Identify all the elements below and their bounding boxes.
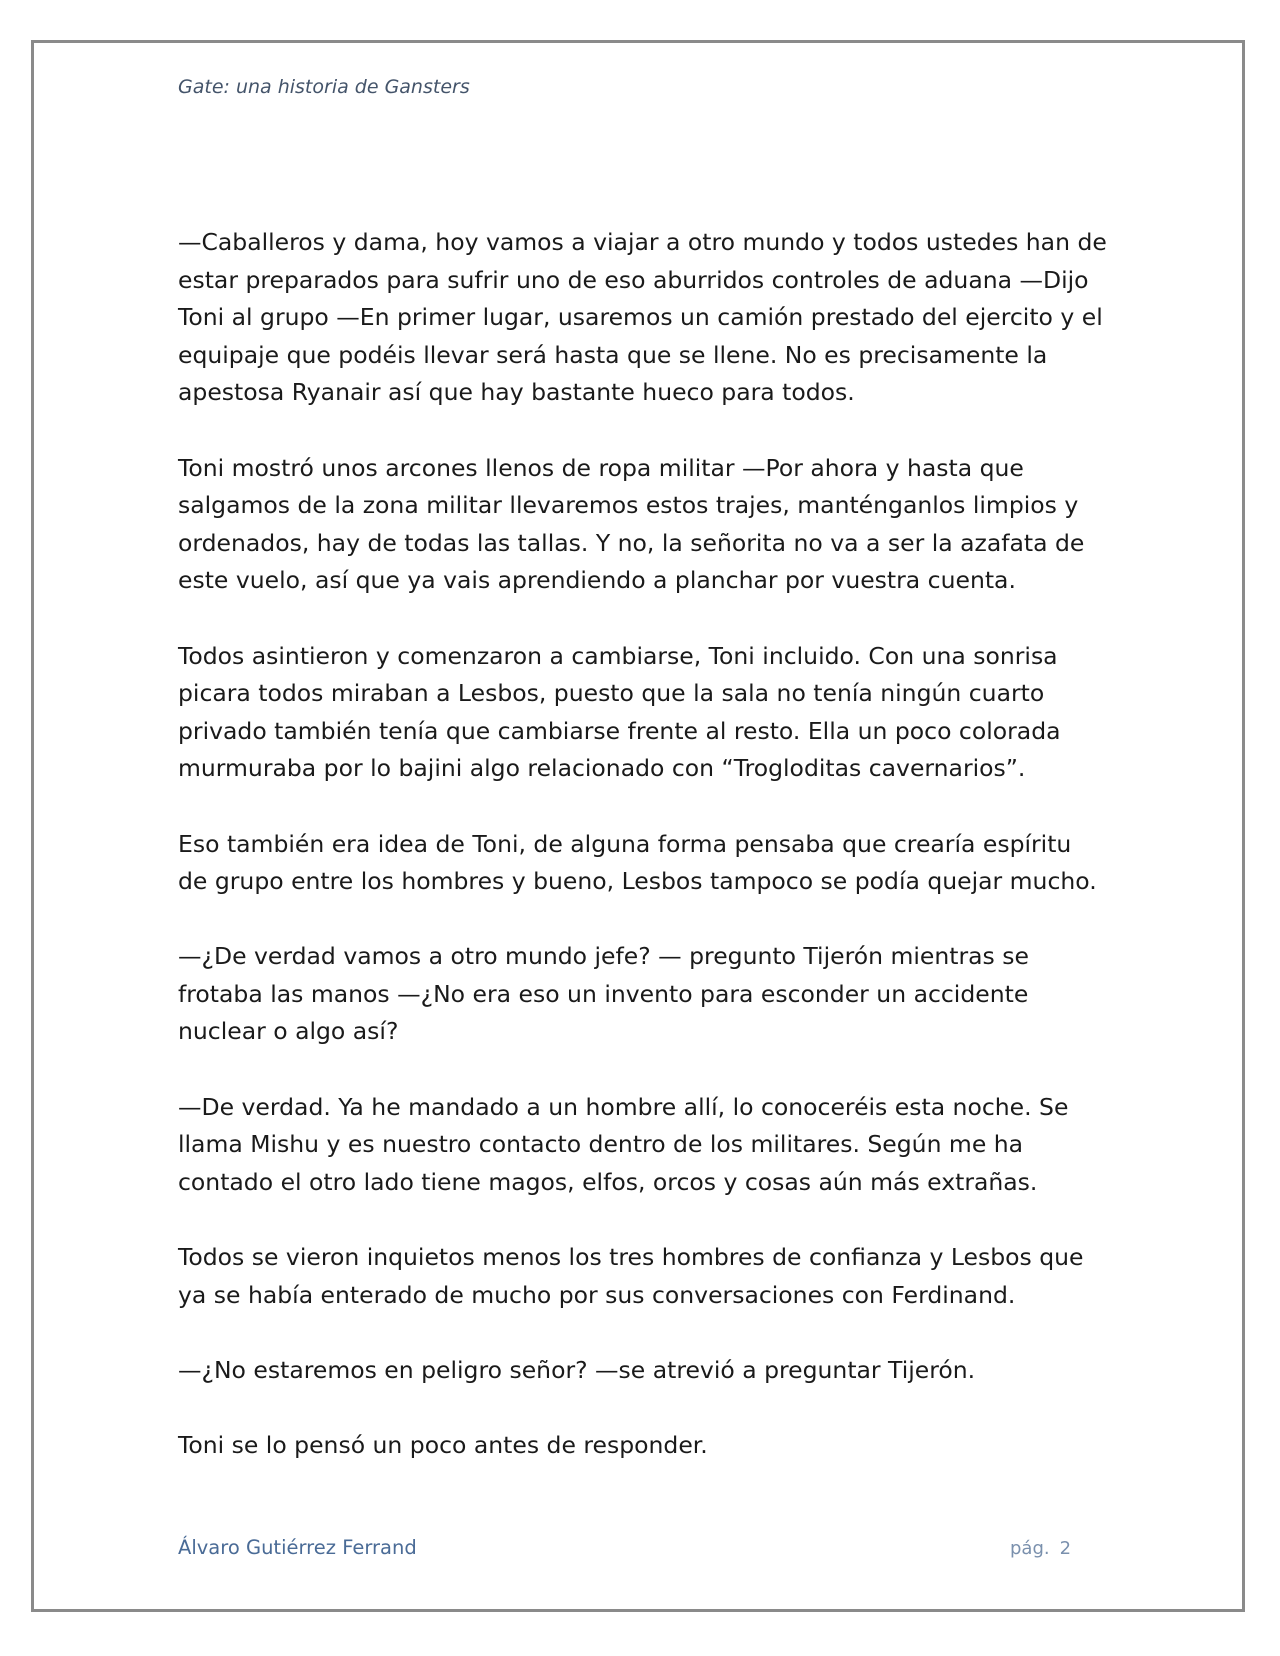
page-label: pág. — [1010, 1538, 1050, 1559]
paragraph: Todos se vieron inquietos menos los tres hombres de confianza y Lesbos que ya se había enterado de mucho por sus conversaciones con Ferdinand. — [178, 1243, 1084, 1309]
paragraph: Eso también era idea de Toni, de alguna forma pensaba que crearía espíritu de grupo entre los hombres y bueno, Lesbos tampoco se podía quejar mucho. — [178, 829, 1097, 896]
paragraph: —De verdad. Ya he mandado a un hombre allí, lo conoceréis esta noche. Se llama Mishu y es nuestro contacto dentro de los militares. Según me ha contado el otro lado tiene magos, elfos, orcos y cosas aún más extrañas. — [178, 1092, 1069, 1196]
paragraph: Toni se lo pensó un poco antes de responder. — [178, 1431, 708, 1459]
footer-page-number — [1010, 1538, 1071, 1559]
paragraph: Todos asintieron y comenzaron a cambiarse, Toni incluido. Con una sonrisa picara todos miraban a Lesbos, puesto que la sala no tenía ningún cuarto privado también tenía que cambiarse frente al resto. Ella un poco colorada murmuraba por lo bajini algo relacionado con “Trogloditas cavernarios”. — [178, 641, 1061, 783]
page-number: 2 — [1059, 1538, 1072, 1559]
paragraph: —¿De verdad vamos a otro mundo jefe? — pregunto Tijerón mientras se frotaba las manos —¿No era eso un invento para esconder un accidente nuclear o algo así? — [178, 942, 1029, 1046]
paragraph: —¿No estaremos en peligro señor? —se atrevió a preguntar Tijerón. — [178, 1355, 976, 1384]
running-header-title: Gate: una historia de Gansters — [178, 76, 470, 98]
paragraph: Toni mostró unos arcones llenos de ropa militar —Por ahora y hasta que salgamos de la zona militar llevaremos estos trajes, manténganlos limpios y ordenados, hay de todas las tallas. Y no, la señorita no va a ser la azafata de este vuelo, así que ya vais aprendiendo a planchar por vuestra cuenta. — [178, 453, 1085, 595]
footer-author: Álvaro Gutiérrez Ferrand — [178, 1536, 417, 1559]
document-body — [178, 224, 1108, 1465]
paragraph: —Caballeros y dama, hoy vamos a viajar a otro mundo y todos ustedes han de estar preparados para sufrir uno de eso aburridos controles de aduana —Dijo Toni al grupo —En primer lugar, usaremos un camión prestado del ejercito y el equipaje que podéis llevar será hasta que se llene. No es precisamente la apestosa Ryanair así que hay bastante hueco para todos. — [178, 228, 1107, 407]
